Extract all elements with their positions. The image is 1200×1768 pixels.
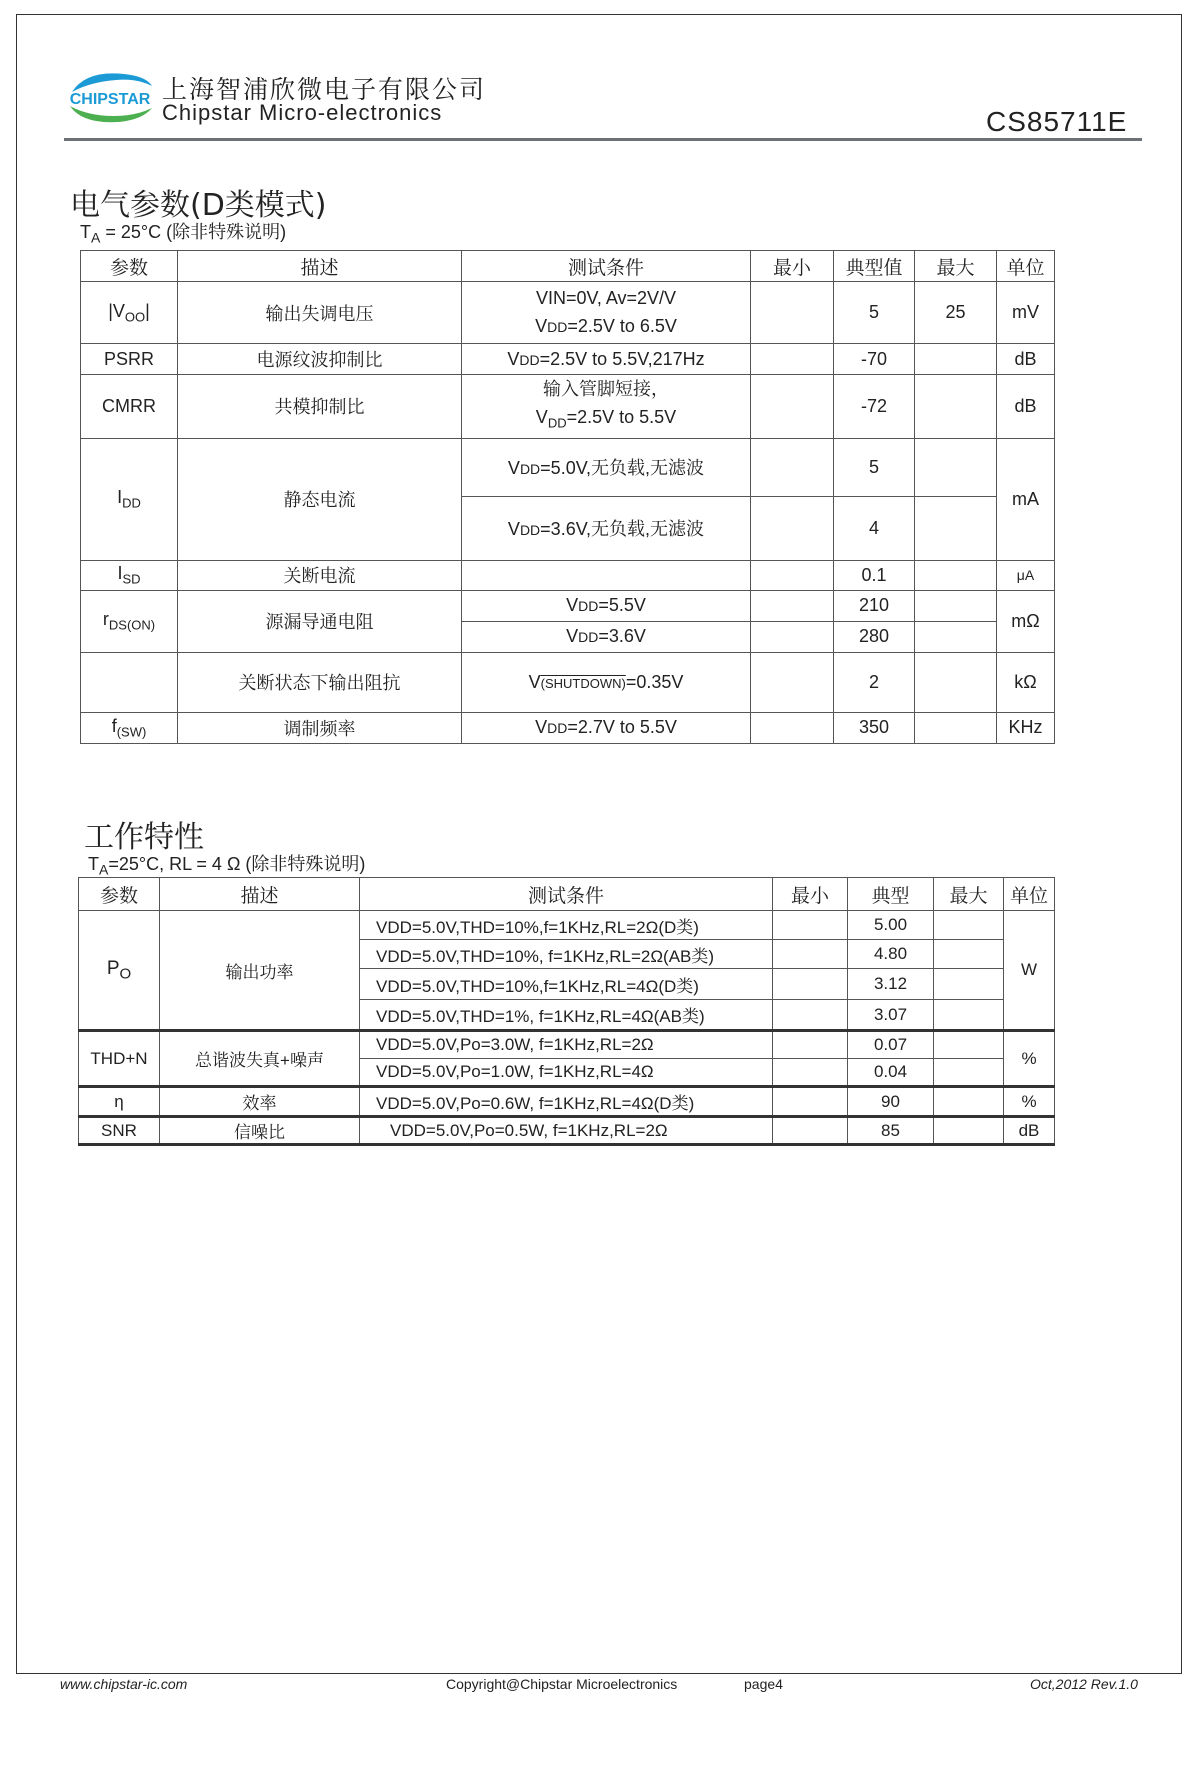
min-cell (773, 1117, 848, 1145)
cond-cell: VDD=5.0V,THD=10%,f=1KHz,RL=4Ω(D类) (360, 969, 773, 1000)
cond-cell: V(SHUTDOWN)=0.35V (462, 652, 751, 712)
min-cell (751, 375, 834, 439)
param-cell: $I_{SD}$ (81, 560, 178, 590)
unit-cell: mV (997, 282, 1055, 344)
table-row-snr (79, 1117, 1055, 1145)
min-cell (751, 621, 834, 652)
unit-cell: dB (997, 344, 1055, 375)
header-rule (64, 138, 1142, 141)
cond-cell: VDD=2.5V to 5.5V,217Hz (462, 344, 751, 375)
table-row-efficiency (79, 1087, 1055, 1117)
company-name-cn: 上海智浦欣微电子有限公司 (162, 75, 487, 104)
max-cell (915, 590, 997, 621)
unit-cell: mΩ (997, 590, 1055, 652)
col-param: 参数 (79, 878, 160, 911)
max-cell (934, 1000, 1004, 1031)
typ-cell: 90 (848, 1087, 934, 1117)
desc-cell: 总谐波失真+噪声 (160, 1031, 360, 1087)
unit-cell: % (1004, 1087, 1055, 1117)
desc-cell: 静态电流 (178, 438, 462, 560)
max-cell: 25 (915, 282, 997, 344)
min-cell (751, 282, 834, 344)
cond-cell (462, 560, 751, 590)
section2-conditions: $T_A=25^\circ C$, RL = 4 Ω (除非特殊说明) (88, 854, 366, 878)
cond-cell: VDD=3.6V,无负载,无滤波 (462, 496, 751, 560)
table-header-row (81, 251, 1055, 282)
col-max: 最大 (934, 878, 1004, 911)
max-cell (934, 940, 1004, 969)
typ-cell: 2 (834, 652, 915, 712)
min-cell (773, 911, 848, 940)
col-cond: 测试条件 (360, 878, 773, 911)
unit-cell: dB (997, 375, 1055, 439)
col-unit: 单位 (1004, 878, 1055, 911)
typ-cell: 4.80 (848, 940, 934, 969)
chipstar-logo (66, 66, 154, 126)
typ-cell: 0.1 (834, 560, 915, 590)
operating-characteristics-table (78, 877, 1055, 1146)
param-cell: $f_{(SW)}$ (81, 712, 178, 743)
cond-cell: VDD=5.5V (462, 590, 751, 621)
min-cell (773, 940, 848, 969)
max-cell (934, 1117, 1004, 1145)
desc-cell: 共模抑制比 (178, 375, 462, 439)
cond-cell: VDD=5.0V,Po=0.5W, f=1KHz,RL=2Ω (360, 1117, 773, 1145)
min-cell (751, 496, 834, 560)
min-cell (773, 1059, 848, 1087)
typ-cell: 3.12 (848, 969, 934, 1000)
cond-cell: VDD=5.0V,Po=1.0W, f=1KHz,RL=4Ω (360, 1059, 773, 1087)
footer-page-number: page4 (744, 1676, 783, 1692)
table-row-fsw (81, 712, 1055, 743)
typ-cell: 210 (834, 590, 915, 621)
param-cell: CMRR (81, 375, 178, 439)
col-min: 最小 (773, 878, 848, 911)
col-max: 最大 (915, 251, 997, 282)
desc-cell: 输出功率 (160, 911, 360, 1031)
min-cell (751, 652, 834, 712)
typ-cell: 5 (834, 282, 915, 344)
param-cell: $I_{DD}$ (81, 438, 178, 560)
unit-cell: dB (1004, 1117, 1055, 1145)
col-unit: 单位 (997, 251, 1055, 282)
desc-cell: 调制频率 (178, 712, 462, 743)
table-row-thd-1 (79, 1031, 1055, 1059)
cond-cell: VDD=5.0V,Po=0.6W, f=1KHz,RL=4Ω(D类) (360, 1087, 773, 1117)
unit-cell: W (1004, 911, 1055, 1031)
electrical-params-table (80, 250, 1055, 744)
table-row-cmrr (81, 375, 1055, 439)
desc-cell: 电源纹波抑制比 (178, 344, 462, 375)
min-cell (773, 969, 848, 1000)
param-cell (81, 652, 178, 712)
table-row-psrr (81, 344, 1055, 375)
desc-cell: 源漏导通电阻 (178, 590, 462, 652)
table-row-zout (81, 652, 1055, 712)
table-row-isd (81, 560, 1055, 590)
desc-cell: 输出失调电压 (178, 282, 462, 344)
unit-cell: % (1004, 1031, 1055, 1087)
table-header-row (79, 878, 1055, 911)
max-cell (934, 1031, 1004, 1059)
desc-cell: 信噪比 (160, 1117, 360, 1145)
logo-text: CHIPSTAR (69, 91, 151, 108)
col-cond: 测试条件 (462, 251, 751, 282)
cond-cell: VDD=2.7V to 5.5V (462, 712, 751, 743)
min-cell (751, 438, 834, 496)
section1-title: 电气参数(D类模式) (70, 188, 327, 223)
col-desc: 描述 (160, 878, 360, 911)
max-cell (915, 375, 997, 439)
min-cell (751, 712, 834, 743)
max-cell (915, 712, 997, 743)
min-cell (773, 1000, 848, 1031)
param-cell: SNR (79, 1117, 160, 1145)
typ-cell: -70 (834, 344, 915, 375)
footer-copyright: Copyright@Chipstar Microelectronics (446, 1676, 678, 1692)
part-number: CS85711E (986, 106, 1128, 137)
param-cell: THD+N (79, 1031, 160, 1087)
max-cell (934, 1087, 1004, 1117)
company-name-en: Chipstar Micro-electronics (162, 100, 443, 125)
max-cell (915, 560, 997, 590)
typ-cell: 4 (834, 496, 915, 560)
cond-cell: VDD=3.6V (462, 621, 751, 652)
typ-cell: 3.07 (848, 1000, 934, 1031)
max-cell (915, 438, 997, 496)
table-row-idd (81, 438, 1055, 496)
col-param: 参数 (81, 251, 178, 282)
typ-cell: 280 (834, 621, 915, 652)
cond-cell: VDD=5.0V,THD=10%,f=1KHz,RL=2Ω(D类) (360, 911, 773, 940)
footer-website[interactable]: www.chipstar-ic.com (60, 1676, 188, 1692)
typ-cell: 0.04 (848, 1059, 934, 1087)
section1-conditions: $T_A = 25^\circ C$ (除非特殊说明) (80, 222, 287, 246)
col-typ: 典型 (848, 878, 934, 911)
typ-cell: -72 (834, 375, 915, 439)
col-min: 最小 (751, 251, 834, 282)
desc-cell: 关断电流 (178, 560, 462, 590)
typ-cell: 0.07 (848, 1031, 934, 1059)
cond-cell: VDD=5.0V,Po=3.0W, f=1KHz,RL=2Ω (360, 1031, 773, 1059)
desc-cell: 效率 (160, 1087, 360, 1117)
max-cell (915, 496, 997, 560)
section2-title: 工作特性 (84, 820, 204, 855)
min-cell (773, 1031, 848, 1059)
unit-cell: μA (997, 560, 1055, 590)
param-cell: $r_{DS(ON)}$ (81, 590, 178, 652)
cond-cell: VIN=0V, Av=2V/V VDD=2.5V to 6.5V (462, 282, 751, 344)
max-cell (915, 652, 997, 712)
desc-cell: 关断状态下输出阻抗 (178, 652, 462, 712)
unit-cell: kΩ (997, 652, 1055, 712)
max-cell (934, 911, 1004, 940)
param-cell: $|V_{OO}|$ (81, 282, 178, 344)
param-cell: PSRR (81, 344, 178, 375)
min-cell (751, 590, 834, 621)
cond-cell: 输入管脚短接， $V_{DD}=2.5V$ to 5.5V (462, 375, 751, 439)
typ-cell: 5.00 (848, 911, 934, 940)
param-cell: η (79, 1087, 160, 1117)
cond-cell: VDD=5.0V,THD=1%, f=1KHz,RL=4Ω(AB类) (360, 1000, 773, 1031)
max-cell (934, 1059, 1004, 1087)
typ-cell: 350 (834, 712, 915, 743)
table-row-rds (81, 590, 1055, 621)
typ-cell: 85 (848, 1117, 934, 1145)
col-typ: 典型值 (834, 251, 915, 282)
unit-cell: mA (997, 438, 1055, 560)
table-row-po-1 (79, 911, 1055, 940)
cond-cell: VDD=5.0V,THD=10%, f=1KHz,RL=2Ω(AB类) (360, 940, 773, 969)
cond-cell: VDD=5.0V,无负载,无滤波 (462, 438, 751, 496)
min-cell (751, 560, 834, 590)
min-cell (751, 344, 834, 375)
unit-cell: KHz (997, 712, 1055, 743)
max-cell (915, 344, 997, 375)
col-desc: 描述 (178, 251, 462, 282)
param-cell: $P_O$ (79, 911, 160, 1031)
footer-date-revision: Oct,2012 Rev.1.0 (1030, 1676, 1138, 1692)
max-cell (915, 621, 997, 652)
typ-cell: 5 (834, 438, 915, 496)
min-cell (773, 1087, 848, 1117)
table-row-voo (81, 282, 1055, 344)
max-cell (934, 969, 1004, 1000)
